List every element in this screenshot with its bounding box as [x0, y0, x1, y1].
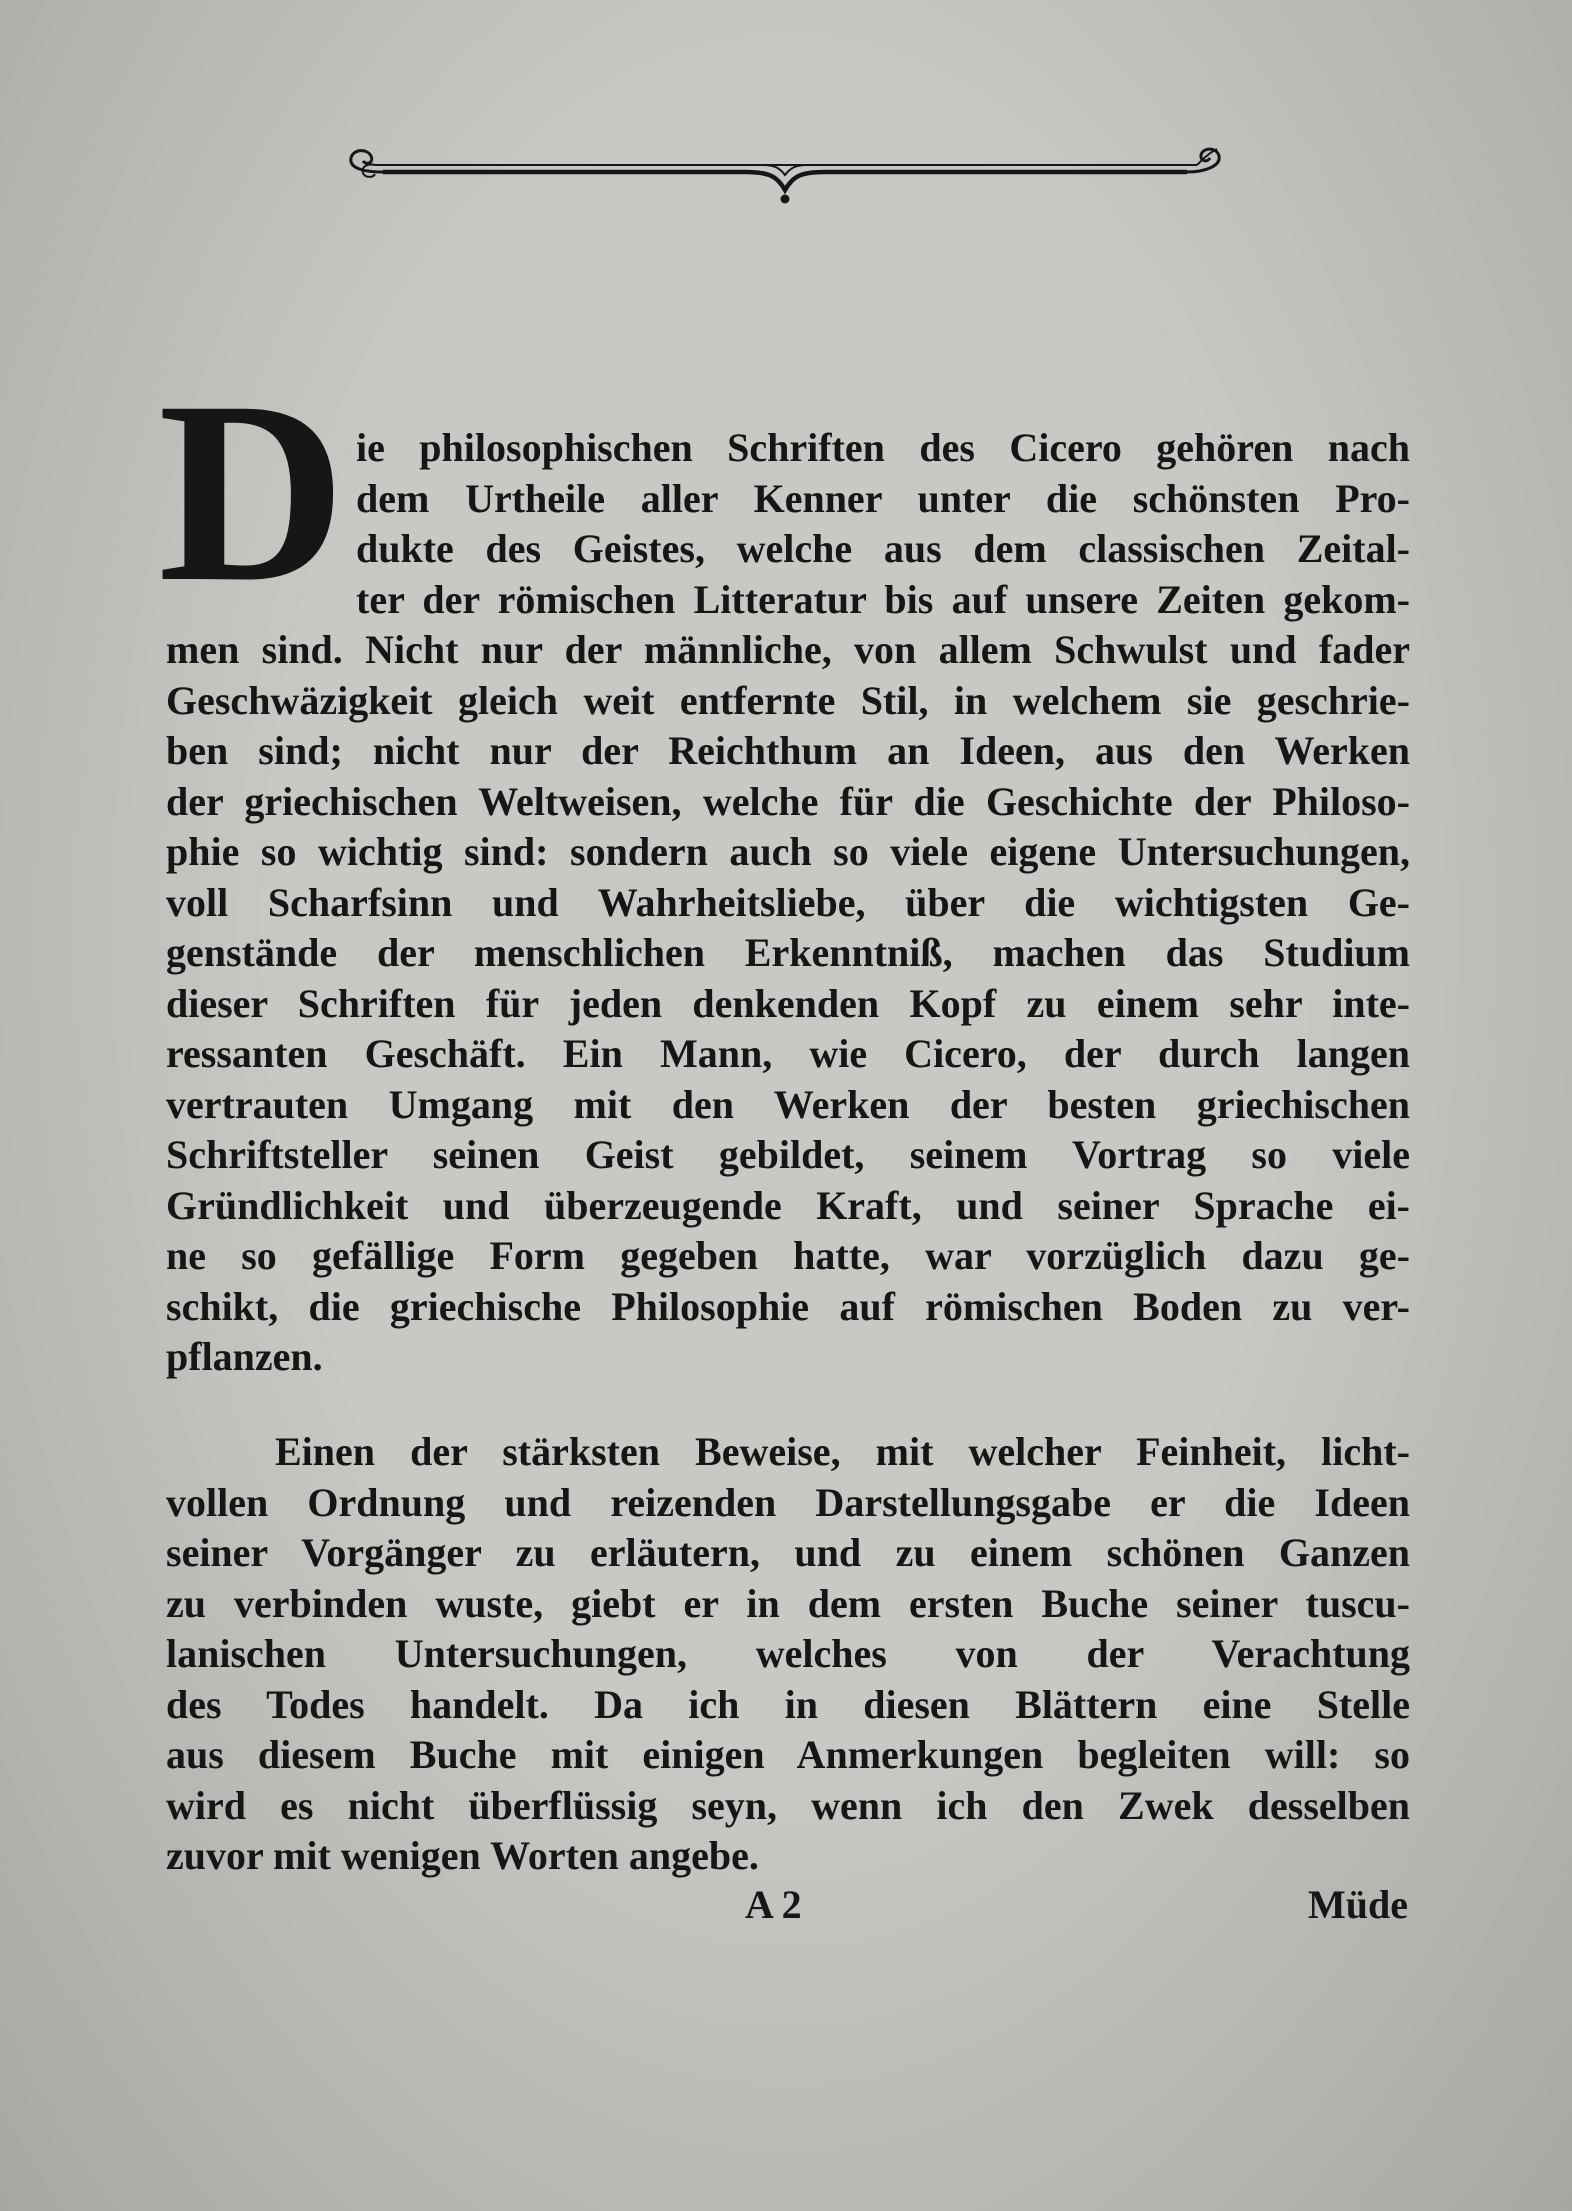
- text-line: lanischen Untersuchungen, welches von der Verachtung: [166, 1631, 1410, 1676]
- text-line: aus diesem Buche mit einigen Anmerkungen begleiten will: so: [166, 1732, 1410, 1777]
- text-line: genstände der menschlichen Erkenntniß, machen das Studium: [166, 930, 1410, 975]
- text-line: des Todes handelt. Da ich in diesen Blättern eine Stelle: [166, 1681, 1410, 1727]
- text-line: dieser Schriften für jeden denkenden Kopf zu einem sehr inte-: [166, 980, 1410, 1026]
- text-line: dem Urtheile aller Kenner unter die schönsten Pro-: [356, 475, 1410, 521]
- text-line: Gründlichkeit und überzeugende Kraft, und seiner Sprache ei-: [166, 1182, 1410, 1228]
- text-line: seiner Vorgänger zu erläutern, und zu einem schönen Ganzen: [166, 1530, 1410, 1575]
- signature-mark: A 2: [745, 1882, 802, 1927]
- text-line: vollen Ordnung und reizenden Darstellungsgabe er die Ideen: [166, 1479, 1410, 1525]
- text-line: wird es nicht überflüssig seyn, wenn ich den Zwek desselben: [166, 1782, 1410, 1828]
- text-line: vertrauten Umgang mit den Werken der besten griechischen: [166, 1081, 1410, 1127]
- catchword: Müde: [1308, 1882, 1408, 1927]
- ornamental-headpiece-rule: [345, 141, 1227, 205]
- text-line: ie philosophischen Schriften des Cicero gehören nach: [356, 425, 1410, 470]
- text-line: phie so wichtig sind: sondern auch so viele eigene Untersuchungen,: [166, 829, 1410, 874]
- text-line: Einen der stärksten Beweise, mit welcher Feinheit, licht-: [275, 1429, 1410, 1474]
- paragraph: [166, 423, 1410, 1383]
- text-line: ter der römischen Litteratur bis auf unsere Zeiten gekom-: [356, 576, 1410, 622]
- text-line: dukte des Geistes, welche aus dem classischen Zeital-: [356, 526, 1410, 571]
- text-line: men sind. Nicht nur der männliche, von allem Schwulst und fader: [166, 627, 1410, 672]
- text-line: voll Scharfsinn und Wahrheitsliebe, über die wichtigsten Ge-: [166, 879, 1410, 925]
- text-line: ben sind; nicht nur der Reichthum an Ideen, aus den Werken: [166, 728, 1410, 773]
- text-line: ne so gefällige Form gegeben hatte, war vorzüglich dazu ge-: [166, 1233, 1410, 1278]
- text-line: zuvor mit wenigen Worten angebe.: [166, 1833, 759, 1878]
- text-line: pflanzen.: [166, 1334, 323, 1379]
- drop-cap-initial: D: [158, 348, 346, 636]
- text-line: schikt, die griechische Philosophie auf römischen Boden zu ver-: [166, 1283, 1410, 1329]
- text-line: ressanten Geschäft. Ein Mann, wie Cicero, der durch langen: [166, 1031, 1410, 1076]
- text-line: zu verbinden wuste, giebt er in dem ersten Buche seiner tuscu-: [166, 1580, 1410, 1626]
- text-line: Geschwäzigkeit gleich weit entfernte Stil, in welchem sie geschrie-: [166, 677, 1410, 723]
- text-line: der griechischen Weltweisen, welche für die Geschichte der Philoso-: [166, 778, 1410, 824]
- paragraph: [166, 1427, 1410, 1882]
- text-line: Schriftsteller seinen Geist gebildet, seinem Vortrag so viele: [166, 1132, 1410, 1177]
